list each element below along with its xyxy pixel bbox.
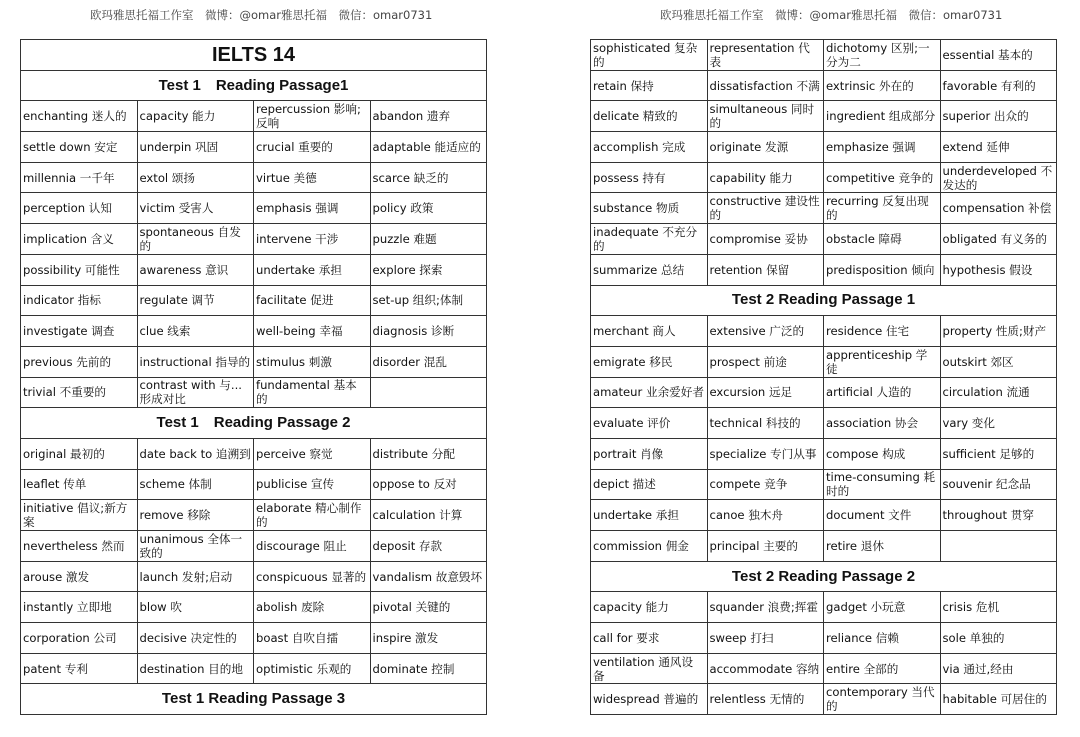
vocab-cell: adaptable 能适应的 (370, 132, 487, 163)
vocab-cell: technical 科技的 (707, 408, 824, 439)
vocab-cell: obstacle 障碍 (824, 224, 941, 255)
vocab-table-right (590, 39, 1057, 715)
vocab-cell: apprenticeship 学徒 (824, 346, 941, 377)
vocab-cell: underdeveloped 不发达的 (940, 162, 1057, 193)
vocab-cell: destination 目的地 (137, 653, 254, 684)
vocab-cell: crucial 重要的 (254, 132, 371, 163)
table-row (21, 561, 487, 592)
vocab-cell: perception 认知 (21, 193, 138, 224)
vocab-cell: settle down 安定 (21, 132, 138, 163)
vocab-cell: calculation 计算 (370, 500, 487, 531)
vocab-cell: widespread 普遍的 (591, 684, 708, 715)
vocab-cell: oppose to 反对 (370, 469, 487, 500)
table-row (591, 469, 1057, 500)
vocab-cell: regulate 调节 (137, 285, 254, 316)
table-row (21, 224, 487, 255)
vocab-cell: investigate 调查 (21, 316, 138, 347)
page-header-right: 欧玛雅思托福工作室 微博：@omar雅思托福 微信：omar0731 (660, 8, 1003, 22)
vocab-cell: dominate 控制 (370, 653, 487, 684)
table-row (591, 70, 1057, 101)
table-row (591, 531, 1057, 562)
table-row (21, 653, 487, 684)
vocab-cell: remove 移除 (137, 500, 254, 531)
table-row (21, 254, 487, 285)
vocab-cell: optimistic 乐观的 (254, 653, 371, 684)
vocab-cell: awareness 意识 (137, 254, 254, 285)
vocab-cell: obligated 有义务的 (940, 224, 1057, 255)
vocab-cell: discourage 阻止 (254, 531, 371, 562)
page-header-left: 欧玛雅思托福工作室 微博：@omar雅思托福 微信：omar0731 (90, 8, 433, 22)
vocab-cell: instantly 立即地 (21, 592, 138, 623)
vocab-cell: victim 受害人 (137, 193, 254, 224)
vocab-cell: gadget 小玩意 (824, 592, 941, 623)
vocab-cell: millennia 一千年 (21, 162, 138, 193)
vocab-cell: via 通过,经由 (940, 653, 1057, 684)
section-heading-text: Test 1 Reading Passage 3 (21, 684, 487, 715)
vocab-cell: decisive 决定性的 (137, 623, 254, 654)
table-row (591, 408, 1057, 439)
vocab-cell: distribute 分配 (370, 438, 487, 469)
vocab-cell: set-up 组织;体制 (370, 285, 487, 316)
vocab-cell: pivotal 关键的 (370, 592, 487, 623)
table-row (21, 438, 487, 469)
vocab-cell: original 最初的 (21, 438, 138, 469)
table-row (591, 193, 1057, 224)
vocab-cell: scheme 体制 (137, 469, 254, 500)
vocab-cell: compromise 妥协 (707, 224, 824, 255)
vocab-cell: fundamental 基本的 (254, 377, 371, 408)
vocab-cell: trivial 不重要的 (21, 377, 138, 408)
vocab-cell: conspicuous 显著的 (254, 561, 371, 592)
vocab-cell: possibility 可能性 (21, 254, 138, 285)
document-title-text: IELTS 14 (21, 40, 487, 71)
vocab-cell: essential 基本的 (940, 40, 1057, 71)
vocab-cell: date back to 追溯到 (137, 438, 254, 469)
vocab-cell: initiative 倡议;新方案 (21, 500, 138, 531)
vocab-cell: well-being 幸福 (254, 316, 371, 347)
vocab-cell: abolish 废除 (254, 592, 371, 623)
table-row (591, 438, 1057, 469)
vocab-cell: publicise 宣传 (254, 469, 371, 500)
vocab-cell: compose 构成 (824, 438, 941, 469)
section-heading-text: Test 2 Reading Passage 2 (591, 561, 1057, 592)
vocab-cell: spontaneous 自发的 (137, 224, 254, 255)
vocab-cell: commission 佣金 (591, 531, 708, 562)
vocab-cell: reliance 信赖 (824, 623, 941, 654)
vocab-cell: portrait 肖像 (591, 438, 708, 469)
table-row (591, 346, 1057, 377)
vocab-cell: residence 住宅 (824, 316, 941, 347)
table-row (21, 500, 487, 531)
vocab-cell: favorable 有利的 (940, 70, 1057, 101)
vocab-cell: deposit 存款 (370, 531, 487, 562)
vocab-cell: recurring 反复出现的 (824, 193, 941, 224)
vocab-cell: entire 全部的 (824, 653, 941, 684)
vocab-cell: accommodate 容纳 (707, 653, 824, 684)
table-row (591, 224, 1057, 255)
vocab-cell: excursion 远足 (707, 377, 824, 408)
table-row (591, 653, 1057, 684)
vocab-cell: call for 要求 (591, 623, 708, 654)
vocab-cell: specialize 专门从事 (707, 438, 824, 469)
vocab-cell: implication 含义 (21, 224, 138, 255)
table-row (591, 623, 1057, 654)
table-row (591, 101, 1057, 132)
vocab-cell: explore 探索 (370, 254, 487, 285)
vocab-cell: property 性质;财产 (940, 316, 1057, 347)
vocab-cell: superior 出众的 (940, 101, 1057, 132)
vocab-cell: accomplish 完成 (591, 132, 708, 163)
vocab-cell: vary 变化 (940, 408, 1057, 439)
table-row (21, 101, 487, 132)
table-row (591, 377, 1057, 408)
vocab-cell: throughout 贯穿 (940, 500, 1057, 531)
vocab-cell: competitive 竞争的 (824, 162, 941, 193)
vocab-cell: capability 能力 (707, 162, 824, 193)
vocab-cell: possess 持有 (591, 162, 708, 193)
section-heading-text: Test 1 Reading Passage1 (21, 70, 487, 101)
table-row (21, 132, 487, 163)
table-row (21, 193, 487, 224)
vocab-cell: artificial 人造的 (824, 377, 941, 408)
table-row (591, 162, 1057, 193)
vocab-cell: patent 专利 (21, 653, 138, 684)
vocab-cell: outskirt 郊区 (940, 346, 1057, 377)
table-row (591, 40, 1057, 71)
vocab-cell: vandalism 故意毁坏 (370, 561, 487, 592)
vocab-cell: retain 保持 (591, 70, 708, 101)
vocab-cell: association 协会 (824, 408, 941, 439)
table-row (591, 500, 1057, 531)
vocab-cell: leaflet 传单 (21, 469, 138, 500)
vocab-cell: extensive 广泛的 (707, 316, 824, 347)
vocab-cell: representation 代表 (707, 40, 824, 71)
vocab-cell: puzzle 难题 (370, 224, 487, 255)
vocab-cell: delicate 精致的 (591, 101, 708, 132)
section-heading (21, 684, 487, 715)
section-heading-text: Test 2 Reading Passage 1 (591, 285, 1057, 316)
table-row (21, 346, 487, 377)
vocab-cell: launch 发射;启动 (137, 561, 254, 592)
vocab-cell: unanimous 全体一致的 (137, 531, 254, 562)
table-row (21, 592, 487, 623)
vocab-cell: elaborate 精心制作的 (254, 500, 371, 531)
vocab-cell: arouse 激发 (21, 561, 138, 592)
vocab-cell: evaluate 评价 (591, 408, 708, 439)
vocab-cell: simultaneous 同时的 (707, 101, 824, 132)
vocab-cell: sophisticated 复杂的 (591, 40, 708, 71)
vocab-cell: clue 线索 (137, 316, 254, 347)
table-row (591, 132, 1057, 163)
vocab-cell: boast 自吹自擂 (254, 623, 371, 654)
vocab-cell: retention 保留 (707, 254, 824, 285)
vocab-cell: originate 发源 (707, 132, 824, 163)
vocab-cell: previous 先前的 (21, 346, 138, 377)
table-row (591, 592, 1057, 623)
vocab-cell: prospect 前途 (707, 346, 824, 377)
vocab-cell: extrinsic 外在的 (824, 70, 941, 101)
vocab-cell: contrast with 与...形成对比 (137, 377, 254, 408)
vocab-cell: sweep 打扫 (707, 623, 824, 654)
vocab-cell: virtue 美德 (254, 162, 371, 193)
vocab-cell: hypothesis 假设 (940, 254, 1057, 285)
vocab-cell: predisposition 倾向 (824, 254, 941, 285)
table-row (21, 623, 487, 654)
vocab-cell: amateur 业余爱好者 (591, 377, 708, 408)
table-row (591, 254, 1057, 285)
vocab-cell: sufficient 足够的 (940, 438, 1057, 469)
vocab-cell: ingredient 组成部分 (824, 101, 941, 132)
vocab-cell: abandon 遗弃 (370, 101, 487, 132)
vocab-cell: ventilation 通风设备 (591, 653, 708, 684)
vocab-cell: squander 浪费;挥霍 (707, 592, 824, 623)
vocab-cell: indicator 指标 (21, 285, 138, 316)
table-row (21, 316, 487, 347)
vocab-cell: facilitate 促进 (254, 285, 371, 316)
vocab-cell: sole 单独的 (940, 623, 1057, 654)
vocab-cell: habitable 可居住的 (940, 684, 1057, 715)
vocab-cell: inadequate 不充分的 (591, 224, 708, 255)
vocab-cell: inspire 激发 (370, 623, 487, 654)
vocab-cell: disorder 混乱 (370, 346, 487, 377)
vocab-cell: stimulus 刺激 (254, 346, 371, 377)
vocab-table-left (20, 39, 487, 715)
vocab-cell: scarce 缺乏的 (370, 162, 487, 193)
section-heading (591, 561, 1057, 592)
vocab-cell: intervene 干涉 (254, 224, 371, 255)
vocab-cell: merchant 商人 (591, 316, 708, 347)
vocab-cell: circulation 流通 (940, 377, 1057, 408)
vocab-cell (940, 531, 1057, 562)
vocab-cell: dichotomy 区别;一分为二 (824, 40, 941, 71)
vocab-cell: policy 政策 (370, 193, 487, 224)
vocab-cell: emphasize 强调 (824, 132, 941, 163)
vocab-cell: crisis 危机 (940, 592, 1057, 623)
table-row (21, 285, 487, 316)
vocab-cell: extol 颂扬 (137, 162, 254, 193)
vocab-cell: underpin 巩固 (137, 132, 254, 163)
document-title (21, 40, 487, 71)
vocab-cell: undertake 承担 (254, 254, 371, 285)
vocab-cell: retire 退休 (824, 531, 941, 562)
vocab-cell: compete 竞争 (707, 469, 824, 500)
vocab-cell: compensation 补偿 (940, 193, 1057, 224)
vocab-cell: substance 物质 (591, 193, 708, 224)
vocab-cell: summarize 总结 (591, 254, 708, 285)
table-row (21, 162, 487, 193)
vocab-cell: emigrate 移民 (591, 346, 708, 377)
table-row (21, 377, 487, 408)
vocab-cell: nevertheless 然而 (21, 531, 138, 562)
section-heading-text: Test 1 Reading Passage 2 (21, 408, 487, 439)
table-row (21, 469, 487, 500)
vocab-cell: dissatisfaction 不满 (707, 70, 824, 101)
vocab-cell: corporation 公司 (21, 623, 138, 654)
vocab-cell: repercussion 影响;反响 (254, 101, 371, 132)
vocab-cell: time-consuming 耗时的 (824, 469, 941, 500)
section-heading (21, 70, 487, 101)
table-row (591, 316, 1057, 347)
vocab-cell: capacity 能力 (137, 101, 254, 132)
vocab-cell: souvenir 纪念品 (940, 469, 1057, 500)
vocab-cell: constructive 建设性的 (707, 193, 824, 224)
section-heading (591, 285, 1057, 316)
vocab-cell: relentless 无情的 (707, 684, 824, 715)
vocab-cell: principal 主要的 (707, 531, 824, 562)
vocab-cell: undertake 承担 (591, 500, 708, 531)
vocab-cell: instructional 指导的 (137, 346, 254, 377)
vocab-cell: capacity 能力 (591, 592, 708, 623)
vocab-cell: enchanting 迷人的 (21, 101, 138, 132)
table-row (591, 684, 1057, 715)
section-heading (21, 408, 487, 439)
vocab-cell (370, 377, 487, 408)
vocab-cell: contemporary 当代的 (824, 684, 941, 715)
vocab-cell: diagnosis 诊断 (370, 316, 487, 347)
vocab-cell: document 文件 (824, 500, 941, 531)
vocab-cell: emphasis 强调 (254, 193, 371, 224)
table-row (21, 531, 487, 562)
vocab-cell: extend 延伸 (940, 132, 1057, 163)
vocab-cell: blow 吹 (137, 592, 254, 623)
vocab-cell: depict 描述 (591, 469, 708, 500)
vocab-cell: canoe 独木舟 (707, 500, 824, 531)
vocab-cell: perceive 察觉 (254, 438, 371, 469)
